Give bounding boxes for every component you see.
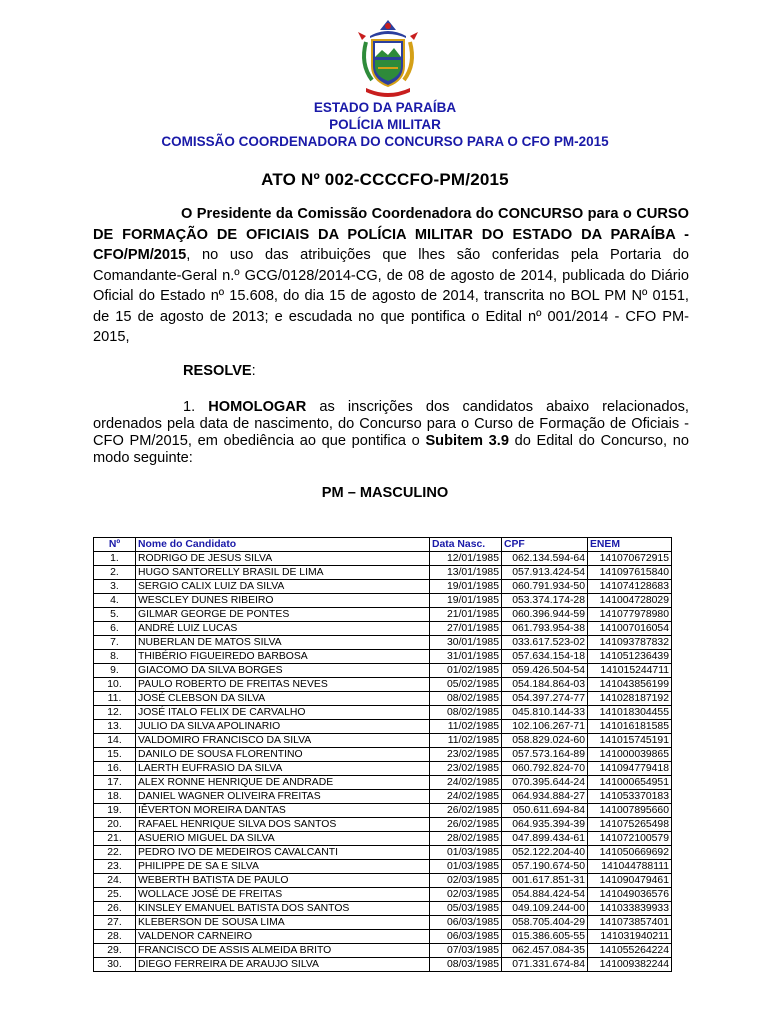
cell-number: 6. bbox=[94, 622, 136, 636]
cell-name: GIACOMO DA SILVA BORGES bbox=[136, 664, 430, 678]
cell-birthdate: 07/03/1985 bbox=[430, 944, 502, 958]
cell-birthdate: 11/02/1985 bbox=[430, 720, 502, 734]
cell-cpf: 070.395.644-24 bbox=[502, 776, 588, 790]
cell-enem: 141031940211 bbox=[588, 930, 672, 944]
cell-cpf: 050.611.694-84 bbox=[502, 804, 588, 818]
cell-number: 21. bbox=[94, 832, 136, 846]
table-row bbox=[94, 636, 672, 650]
cell-name: WESCLEY DUNES RIBEIRO bbox=[136, 594, 430, 608]
cell-birthdate: 08/02/1985 bbox=[430, 706, 502, 720]
cell-name: JULIO DA SILVA APOLINARIO bbox=[136, 720, 430, 734]
cell-name: DANIEL WAGNER OLIVEIRA FREITAS bbox=[136, 790, 430, 804]
resolve-heading bbox=[183, 362, 256, 380]
cell-enem: 141073857401 bbox=[588, 916, 672, 930]
cell-name: FRANCISCO DE ASSIS ALMEIDA BRITO bbox=[136, 944, 430, 958]
cell-cpf: 060.396.944-59 bbox=[502, 608, 588, 622]
cell-cpf: 058.705.404-29 bbox=[502, 916, 588, 930]
cell-name: VALDENOR CARNEIRO bbox=[136, 930, 430, 944]
document-title: ATO Nº 002-CCCCFO-PM/2015 bbox=[261, 170, 509, 189]
cell-enem: 141053370183 bbox=[588, 790, 672, 804]
table-row bbox=[94, 930, 672, 944]
preamble-paragraph bbox=[93, 204, 689, 348]
col-header-number: Nº bbox=[94, 538, 136, 552]
cell-birthdate: 24/02/1985 bbox=[430, 776, 502, 790]
table-row bbox=[94, 692, 672, 706]
cell-birthdate: 30/01/1985 bbox=[430, 636, 502, 650]
table-row bbox=[94, 734, 672, 748]
resolve-colon: : bbox=[251, 363, 256, 379]
item-1-bold-verb: HOMOLOGAR bbox=[208, 399, 307, 415]
cell-birthdate: 27/01/1985 bbox=[430, 622, 502, 636]
cell-cpf: 064.935.394-39 bbox=[502, 818, 588, 832]
cell-name: LAERTH EUFRASIO DA SILVA bbox=[136, 762, 430, 776]
cell-enem: 141097615840 bbox=[588, 566, 672, 580]
cell-cpf: 047.899.434-61 bbox=[502, 832, 588, 846]
cell-number: 7. bbox=[94, 636, 136, 650]
cell-birthdate: 12/01/1985 bbox=[430, 552, 502, 566]
cell-number: 12. bbox=[94, 706, 136, 720]
cell-name: IÊVERTON MOREIRA DANTAS bbox=[136, 804, 430, 818]
cell-number: 14. bbox=[94, 734, 136, 748]
cell-cpf: 064.934.884-27 bbox=[502, 790, 588, 804]
cell-enem: 141028187192 bbox=[588, 692, 672, 706]
cell-cpf: 057.190.674-50 bbox=[502, 860, 588, 874]
table-row bbox=[94, 762, 672, 776]
cell-cpf: 054.184.864-03 bbox=[502, 678, 588, 692]
cell-birthdate: 21/01/1985 bbox=[430, 608, 502, 622]
cell-name: NUBERLAN DE MATOS SILVA bbox=[136, 636, 430, 650]
cell-birthdate: 08/03/1985 bbox=[430, 958, 502, 972]
cell-enem: 141075265498 bbox=[588, 818, 672, 832]
cell-name: GILMAR GEORGE DE PONTES bbox=[136, 608, 430, 622]
cell-number: 13. bbox=[94, 720, 136, 734]
cell-cpf: 045.810.144-33 bbox=[502, 706, 588, 720]
cell-cpf: 049.109.244-00 bbox=[502, 902, 588, 916]
cell-number: 23. bbox=[94, 860, 136, 874]
table-row bbox=[94, 566, 672, 580]
col-header-name: Nome do Candidato bbox=[136, 538, 430, 552]
cell-enem: 141016181585 bbox=[588, 720, 672, 734]
cell-birthdate: 02/03/1985 bbox=[430, 874, 502, 888]
cell-number: 16. bbox=[94, 762, 136, 776]
header-commission: COMISSÃO COORDENADORA DO CONCURSO PARA O CFO PM-2015 bbox=[161, 134, 609, 149]
cell-cpf: 062.457.084-35 bbox=[502, 944, 588, 958]
cell-cpf: 057.634.154-18 bbox=[502, 650, 588, 664]
item-1-text-end: do Edital do Concurso, no modo seguinte: bbox=[93, 433, 689, 466]
cell-cpf: 058.829.024-60 bbox=[502, 734, 588, 748]
cell-birthdate: 23/02/1985 bbox=[430, 762, 502, 776]
cell-number: 27. bbox=[94, 916, 136, 930]
cell-cpf: 015.386.605-55 bbox=[502, 930, 588, 944]
cell-name: HUGO SANTORELLY BRASIL DE LIMA bbox=[136, 566, 430, 580]
cell-number: 26. bbox=[94, 902, 136, 916]
cell-enem: 141007895660 bbox=[588, 804, 672, 818]
state-coat-of-arms-icon bbox=[356, 18, 420, 98]
cell-enem: 141018304455 bbox=[588, 706, 672, 720]
table-row bbox=[94, 790, 672, 804]
cell-number: 10. bbox=[94, 678, 136, 692]
cell-enem: 141015745191 bbox=[588, 734, 672, 748]
cell-name: ANDRÉ LUIZ LUCAS bbox=[136, 622, 430, 636]
cell-number: 17. bbox=[94, 776, 136, 790]
table-row bbox=[94, 650, 672, 664]
table-row bbox=[94, 552, 672, 566]
cell-cpf: 061.793.954-38 bbox=[502, 622, 588, 636]
cell-name: RODRIGO DE JESUS SILVA bbox=[136, 552, 430, 566]
cell-birthdate: 19/01/1985 bbox=[430, 594, 502, 608]
table-row bbox=[94, 832, 672, 846]
table-row bbox=[94, 622, 672, 636]
cell-number: 2. bbox=[94, 566, 136, 580]
cell-number: 18. bbox=[94, 790, 136, 804]
cell-name: WOLLACE JOSÉ DE FREITAS bbox=[136, 888, 430, 902]
cell-enem: 141004728029 bbox=[588, 594, 672, 608]
col-header-cpf: CPF bbox=[502, 538, 588, 552]
cell-enem: 141049036576 bbox=[588, 888, 672, 902]
cell-name: PAULO ROBERTO DE FREITAS NEVES bbox=[136, 678, 430, 692]
cell-enem: 141074128683 bbox=[588, 580, 672, 594]
header-state-name: ESTADO DA PARAÍBA bbox=[313, 100, 457, 115]
cell-enem: 141072100579 bbox=[588, 832, 672, 846]
cell-name: KLEBERSON DE SOUSA LIMA bbox=[136, 916, 430, 930]
preamble-text: , no uso das atribuições que lhes são conferidas pela Portaria do Comandante-Geral n.º GCG/0128/2014-CG, de 08 de agosto de 2014, publicada do Diário Oficial do Estado nº 15.608, do dia 15 de agosto de 2014, transcrita no BOL PM Nº 0151, de 15 de agosto de 2013; e escudada no que pontifica o Edital nº 001/2014 - CFO PM-2015, bbox=[93, 247, 689, 345]
table-row bbox=[94, 916, 672, 930]
cell-birthdate: 26/02/1985 bbox=[430, 804, 502, 818]
table-row bbox=[94, 804, 672, 818]
table-row bbox=[94, 608, 672, 622]
cell-cpf: 057.913.424-54 bbox=[502, 566, 588, 580]
cell-name: JOSÉ ITALO FELIX DE CARVALHO bbox=[136, 706, 430, 720]
cell-cpf: 053.374.174-28 bbox=[502, 594, 588, 608]
table-row bbox=[94, 958, 672, 972]
cell-cpf: 060.791.934-50 bbox=[502, 580, 588, 594]
table-row bbox=[94, 846, 672, 860]
table-row bbox=[94, 860, 672, 874]
cell-number: 3. bbox=[94, 580, 136, 594]
cell-number: 22. bbox=[94, 846, 136, 860]
cell-number: 1. bbox=[94, 552, 136, 566]
cell-enem: 141070672915 bbox=[588, 552, 672, 566]
cell-birthdate: 06/03/1985 bbox=[430, 930, 502, 944]
cell-name: DIEGO FERREIRA DE ARAUJO SILVA bbox=[136, 958, 430, 972]
cell-enem: 141000039865 bbox=[588, 748, 672, 762]
cell-number: 5. bbox=[94, 608, 136, 622]
cell-birthdate: 06/03/1985 bbox=[430, 916, 502, 930]
item-1-paragraph bbox=[93, 399, 689, 467]
cell-enem: 141055264224 bbox=[588, 944, 672, 958]
cell-cpf: 033.617.523-02 bbox=[502, 636, 588, 650]
table-row bbox=[94, 944, 672, 958]
cell-birthdate: 01/03/1985 bbox=[430, 860, 502, 874]
cell-enem: 141015244711 bbox=[588, 664, 672, 678]
cell-name: RAFAEL HENRIQUE SILVA DOS SANTOS bbox=[136, 818, 430, 832]
cell-number: 8. bbox=[94, 650, 136, 664]
cell-birthdate: 02/03/1985 bbox=[430, 888, 502, 902]
cell-birthdate: 01/03/1985 bbox=[430, 846, 502, 860]
cell-cpf: 059.426.504-54 bbox=[502, 664, 588, 678]
cell-cpf: 057.573.164-89 bbox=[502, 748, 588, 762]
table-row bbox=[94, 874, 672, 888]
cell-birthdate: 26/02/1985 bbox=[430, 818, 502, 832]
cell-birthdate: 19/01/1985 bbox=[430, 580, 502, 594]
cell-name: ASUERIO MIGUEL DA SILVA bbox=[136, 832, 430, 846]
cell-birthdate: 13/01/1985 bbox=[430, 566, 502, 580]
table-row bbox=[94, 594, 672, 608]
cell-birthdate: 05/02/1985 bbox=[430, 678, 502, 692]
cell-number: 11. bbox=[94, 692, 136, 706]
cell-name: WEBERTH BATISTA DE PAULO bbox=[136, 874, 430, 888]
cell-enem: 141051236439 bbox=[588, 650, 672, 664]
cell-cpf: 071.331.674-84 bbox=[502, 958, 588, 972]
cell-name: VALDOMIRO FRANCISCO DA SILVA bbox=[136, 734, 430, 748]
cell-name: KINSLEY EMANUEL BATISTA DOS SANTOS bbox=[136, 902, 430, 916]
item-1-number: 1. bbox=[183, 399, 209, 415]
cell-cpf: 054.884.424-54 bbox=[502, 888, 588, 902]
cell-enem: 141050669692 bbox=[588, 846, 672, 860]
cell-birthdate: 08/02/1985 bbox=[430, 692, 502, 706]
cell-birthdate: 11/02/1985 bbox=[430, 734, 502, 748]
cell-number: 20. bbox=[94, 818, 136, 832]
cell-enem: 141033839933 bbox=[588, 902, 672, 916]
cell-number: 19. bbox=[94, 804, 136, 818]
table-row bbox=[94, 902, 672, 916]
cell-cpf: 062.134.594-64 bbox=[502, 552, 588, 566]
cell-name: SERGIO CALIX LUIZ DA SILVA bbox=[136, 580, 430, 594]
cell-enem: 141007016054 bbox=[588, 622, 672, 636]
cell-number: 28. bbox=[94, 930, 136, 944]
table-row bbox=[94, 706, 672, 720]
table-row bbox=[94, 720, 672, 734]
cell-birthdate: 24/02/1985 bbox=[430, 790, 502, 804]
cell-name: ALEX RONNE HENRIQUE DE ANDRADE bbox=[136, 776, 430, 790]
cell-name: DANILO DE SOUSA FLORENTINO bbox=[136, 748, 430, 762]
cell-cpf: 102.106.267-71 bbox=[502, 720, 588, 734]
cell-enem: 141000654951 bbox=[588, 776, 672, 790]
resolve-label: RESOLVE bbox=[183, 363, 252, 379]
cell-number: 15. bbox=[94, 748, 136, 762]
cell-number: 30. bbox=[94, 958, 136, 972]
cell-name: PHILIPPE DE SA E SILVA bbox=[136, 860, 430, 874]
cell-birthdate: 31/01/1985 bbox=[430, 650, 502, 664]
col-header-birthdate: Data Nasc. bbox=[430, 538, 502, 552]
table-row bbox=[94, 748, 672, 762]
item-1-bold-subitem: Subitem 3.9 bbox=[425, 433, 509, 449]
table-row bbox=[94, 776, 672, 790]
table-row bbox=[94, 580, 672, 594]
cell-cpf: 054.397.274-77 bbox=[502, 692, 588, 706]
cell-cpf: 001.617.851-31 bbox=[502, 874, 588, 888]
cell-enem: 141044788111 bbox=[588, 860, 672, 874]
cell-cpf: 060.792.824-70 bbox=[502, 762, 588, 776]
header-institution: POLÍCIA MILITAR bbox=[329, 117, 441, 132]
cell-birthdate: 28/02/1985 bbox=[430, 832, 502, 846]
col-header-enem: ENEM bbox=[588, 538, 672, 552]
cell-birthdate: 23/02/1985 bbox=[430, 748, 502, 762]
cell-enem: 141043856199 bbox=[588, 678, 672, 692]
item-1-text: as inscrições dos candidatos abaixo relacionados, ordenados pela data de nascimento, do Concurso para o Curso de Formação de Oficiais - CFO PM/2015, em obediência ao que pontifica o bbox=[93, 399, 689, 449]
cell-number: 24. bbox=[94, 874, 136, 888]
candidates-table bbox=[93, 537, 672, 972]
table-header-row bbox=[94, 538, 672, 552]
table-row bbox=[94, 818, 672, 832]
table-row bbox=[94, 664, 672, 678]
section-title: PM – MASCULINO bbox=[321, 485, 449, 501]
cell-enem: 141093787832 bbox=[588, 636, 672, 650]
cell-number: 29. bbox=[94, 944, 136, 958]
preamble-bold-intro: O Presidente da Comissão Coordenadora do CONCURSO para o CURSO DE FORMAÇÃO DE OFICIAIS DA POLÍCIA MILITAR DO ESTADO DA PARAÍBA - CFO/PM/2015 bbox=[93, 206, 689, 263]
cell-birthdate: 01/02/1985 bbox=[430, 664, 502, 678]
cell-number: 9. bbox=[94, 664, 136, 678]
cell-enem: 141009382244 bbox=[588, 958, 672, 972]
cell-number: 25. bbox=[94, 888, 136, 902]
cell-name: THIBÉRIO FIGUEIREDO BARBOSA bbox=[136, 650, 430, 664]
cell-name: PEDRO IVO DE MEDEIROS CAVALCANTI bbox=[136, 846, 430, 860]
cell-enem: 141094779418 bbox=[588, 762, 672, 776]
table-row bbox=[94, 678, 672, 692]
table-row bbox=[94, 888, 672, 902]
cell-name: JOSÉ CLEBSON DA SILVA bbox=[136, 692, 430, 706]
cell-enem: 141077978980 bbox=[588, 608, 672, 622]
cell-cpf: 052.122.204-40 bbox=[502, 846, 588, 860]
cell-number: 4. bbox=[94, 594, 136, 608]
cell-birthdate: 05/03/1985 bbox=[430, 902, 502, 916]
cell-enem: 141090479461 bbox=[588, 874, 672, 888]
